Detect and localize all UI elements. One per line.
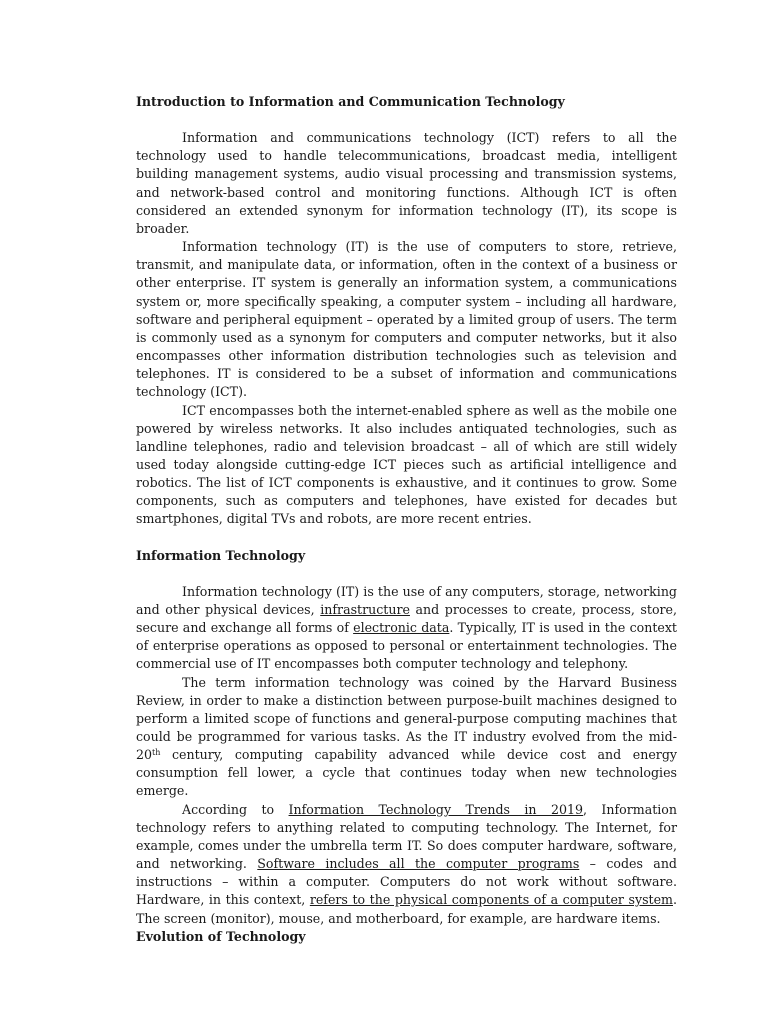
link-electronic-data[interactable]: electronic data <box>353 620 450 636</box>
link-infrastructure[interactable]: infrastructure <box>320 601 410 617</box>
ordinal-superscript: th <box>152 748 161 758</box>
text-run: century, computing capability advanced while device cost and energy consumption fell lower, a cycle that continues today when new technologies emerge. <box>136 747 677 799</box>
text-run: Information technology (IT) is the use of any computers, storage, networking and other physical devices, <box>136 583 677 617</box>
it-paragraph-3 <box>136 801 677 928</box>
text-run: and processes to create, process, store, secure and exchange all forms of <box>136 601 678 636</box>
text-run: According to <box>182 801 289 817</box>
text-run: , Information technology refers to anything related to computing technology. The Internet, for example, comes under the umbrella term IT. So does computer hardware, software, and networking. <box>136 801 677 872</box>
text-run: . The screen (monitor), mouse, and motherboard, for example, are hardware items. <box>136 892 678 926</box>
intro-paragraph-2: Information technology (IT) is the use of computers to store, retrieve, transmit, and manipulate data, or information, often in the context of a business or other enterprise. IT system is generally an information system, a communications system or, more specifically speaking, a computer system – including all hardware, software and peripheral equipment – operated by a limited group of users. The term is commonly used as a synonym for computers and computer networks, but it also encompasses other information distribution technologies such as television and telephones. IT is considered to be a subset of information and communications technology (ICT). <box>136 239 677 400</box>
it-paragraph-2 <box>136 674 677 801</box>
intro-paragraph-3: ICT encompasses both the internet-enabled sphere as well as the mobile one powered by wireless networks. It also includes antiquated technologies, such as landline telephones, radio and television broadcast – all of which are still widely used today alongside cutting-edge ICT pieces such as artificial intelligence and robotics. The list of ICT components is exhaustive, and it continues to grow. Some components, such as computers and telephones, have existed for decades but smartphones, digital TVs and robots, are more recent entries. <box>136 402 677 527</box>
text-run: . Typically, IT is used in the context of enterprise operations as opposed to personal or entertainment technologies. The commercial use of IT encompasses both computer technology and telephony. <box>136 620 677 672</box>
heading-evolution-of-technology: Evolution of Technology <box>136 928 306 944</box>
document-page <box>136 93 677 946</box>
link-software-programs[interactable]: Software includes all the computer programs <box>257 856 580 872</box>
link-hardware-components[interactable]: refers to the physical components of a computer system <box>309 892 673 908</box>
heading-information-technology: Information Technology <box>136 547 306 563</box>
it-paragraph-1 <box>136 583 677 674</box>
heading-introduction: Introduction to Information and Communication Technology <box>136 94 565 109</box>
text-run: The term information technology was coined by the Harvard Business Review, in order to make a distinction between purpose-built machines designed to perform a limited scope of functions and general-purpose computing machines that could be programmed for various tasks. As the IT industry evolved from the mid-20 <box>136 674 677 763</box>
link-it-trends-2019[interactable]: Information Technology Trends in 2019 <box>288 801 583 817</box>
intro-paragraph-1: Information and communications technology (ICT) refers to all the technology used to handle telecommunications, broadcast media, intelligent building management systems, audio visual processing and transmission systems, and network-based control and monitoring functions. Although ICT is often considered an extended synonym for information technology (IT), its scope is broader. <box>136 130 677 236</box>
text-run: – codes and instructions – within a computer. Computers do not work without software. Hardware, in this context, <box>136 856 677 908</box>
